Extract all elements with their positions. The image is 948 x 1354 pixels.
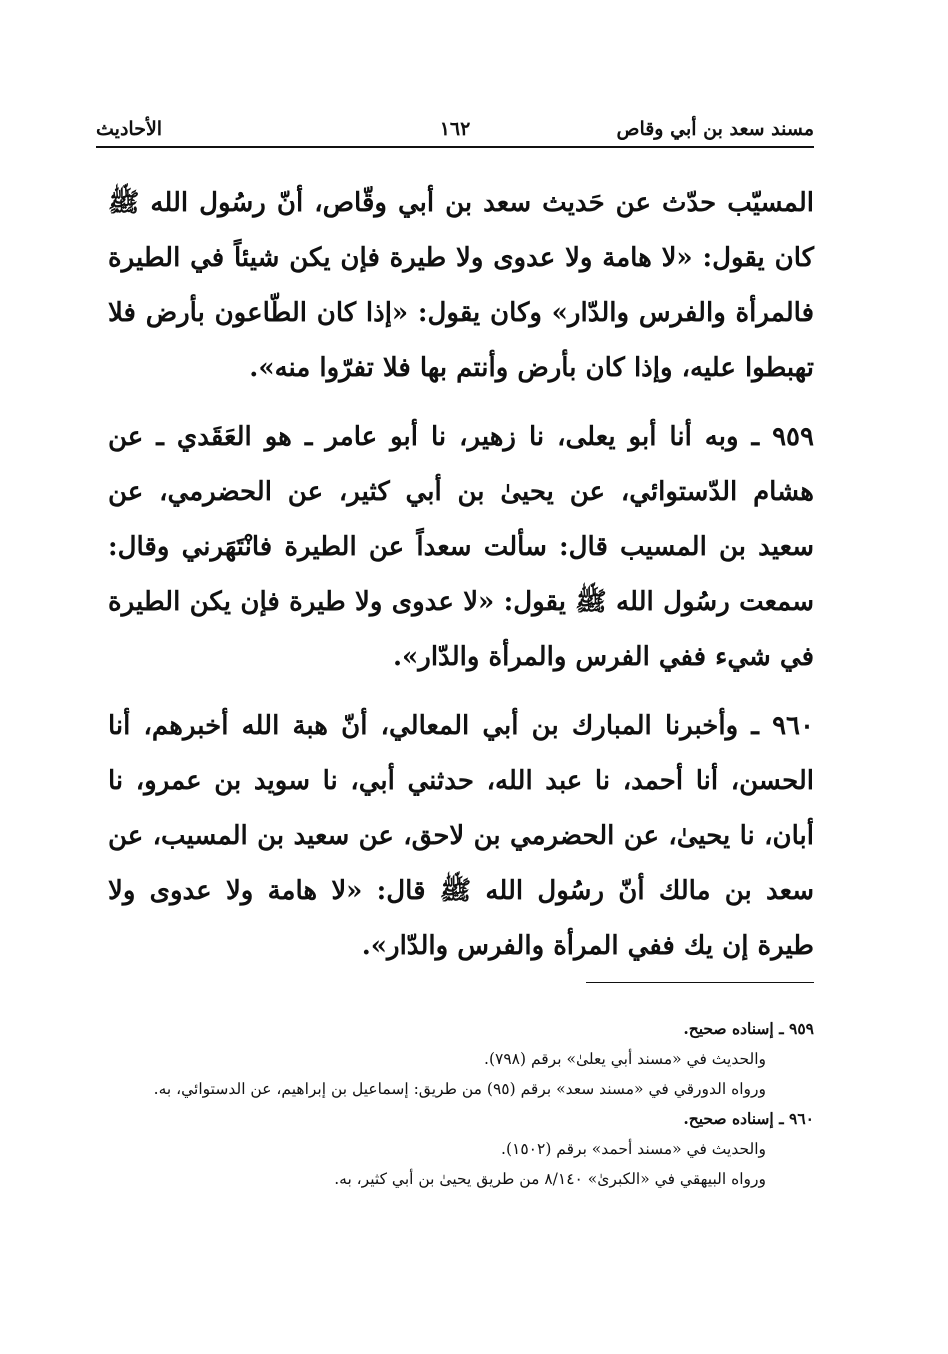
main-text [108, 176, 814, 988]
footnote-959-other-route: ورواه الدورقي في «مسند سعد» برقم (٩٥) من طريق: إسماعيل بن إبراهيم، عن الدستوائي، به. [153, 1080, 766, 1098]
page-number: ١٦٢ [439, 118, 471, 140]
footnote-959-source: والحديث في «مسند أبي يعلىٰ» برقم (٧٩٨). [484, 1050, 766, 1068]
footnotes [108, 1014, 814, 1194]
footnote-960-other-route: ورواه البيهقي في «الكبرىٰ» ٨/١٤٠ من طريق يحيىٰ بن أبي كثير، به. [334, 1170, 766, 1188]
footnote-959-grading: ٩٥٩ ـ إسناده صحيح. [683, 1019, 814, 1038]
footnote-960-grading: ٩٦٠ ـ إسناده صحيح. [683, 1109, 814, 1128]
footnote-960-source: والحديث في «مسند أحمد» برقم (١٥٠٢). [501, 1140, 766, 1158]
footnote-divider [586, 982, 814, 983]
paragraph-continuation: المسيّب حدّث عن حَديث سعد بن أبي وقّاص، أنّ رسُول الله ﷺ كان يقول: «لا هامة ولا عدوى ولا طيرة فإن يكن شيئاً في الطيرة فالمرأة والفرس والدّار» وكان يقول: «إذا كان الطّاعون بأرض فلا تهبطوا عليه، وإذا كان بأرض وأنتم بها فلا تفرّوا منه». [108, 188, 814, 383]
page-header [96, 110, 814, 148]
header-book-title: مسند سعد بن أبي وقاص [616, 118, 814, 140]
header-section-title: الأحاديث [96, 118, 163, 140]
paragraph-hadith-960: ٩٦٠ ـ وأخبرنا المبارك بن أبي المعالي، أنّ هبة الله أخبرهم، أنا الحسن، أنا أحمد، نا عبد الله، حدثني أبي، نا سويد بن عمرو، نا أبان، نا يحيىٰ، عن الحضرمي بن لاحق، عن سعيد بن المسيب، عن سعد بن مالك أنّ رسُول الله ﷺ قال: «لا هامة ولا عدوى ولا طيرة إن يك ففي المرأة والفرس والدّار». [108, 711, 814, 961]
paragraph-hadith-959: ٩٥٩ ـ وبه أنا أبو يعلى، نا زهير، نا أبو عامر ـ هو العَقَدي ـ عن هشام الدّستوائي، عن يحيىٰ بن أبي كثير، عن الحضرمي، عن سعيد بن المسيب قال: سألت سعداً عن الطيرة فانْتَهَرني وقال: سمعت رسُول الله ﷺ يقول: «لا عدوى ولا طيرة فإن يكن الطيرة في شيء ففي الفرس والمرأة والدّار». [108, 422, 814, 672]
